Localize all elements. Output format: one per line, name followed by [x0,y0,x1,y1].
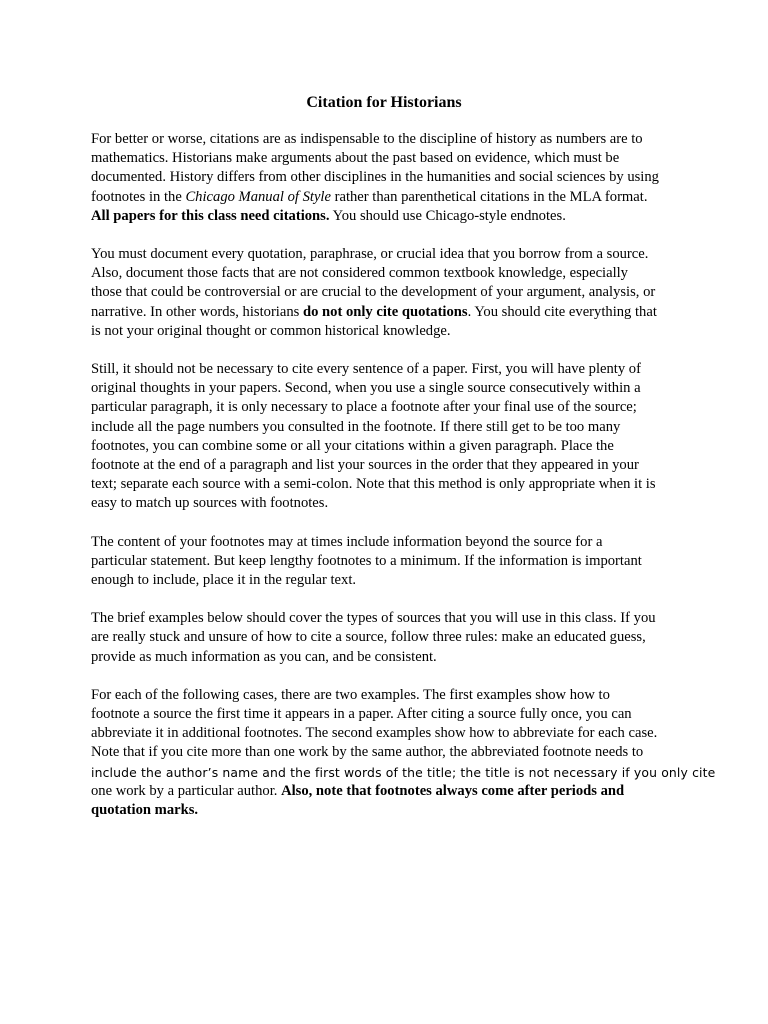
text-line: For better or worse, citations are as indispensable to the discipline of history as numbers are to [91,131,643,147]
text-line: You must document every quotation, paraphrase, or crucial idea that you borrow from a source. [91,246,649,263]
paragraph-2 [91,245,688,341]
text-line: documented. History differs from other disciplines in the humanities and social sciences by using [91,169,659,186]
text-line: is not your original thought or common historical knowledge. [91,322,451,339]
paragraph-5 [91,609,688,667]
text-line [91,188,688,207]
text-run: rather than parenthetical citations in the MLA format. [330,188,648,205]
text-line: easy to match up sources with footnotes. [91,495,329,512]
text-line: abbreviate it in additional footnotes. The second examples show how to abbreviate for each case. [91,725,658,742]
text-line: particular paragraph, it is only necessary to place a footnote after your final use of the source; [91,399,637,416]
text-line: The brief examples below should cover the types of sources that you will use in this class. If you [91,610,656,627]
text-line: footnote a source the first time it appears in a paper. After citing a source fully once, you can [91,706,632,723]
text-run: one work by a particular author. [91,782,282,799]
text-line: are really stuck and unsure of how to cite a source, follow three rules: make an educated guess, [91,629,646,646]
paragraph-4 [91,533,688,591]
text-line [91,207,688,226]
text-line: footnote at the end of a paragraph and list your sources in the order that they appeared in your [91,457,639,474]
text-line: original thoughts in your papers. Second, when you use a single source consecutively within a [91,380,641,397]
text-line: Note that if you cite more than one work by the same author, the abbreviated footnote needs to [91,744,644,761]
italic-title: Chicago Manual of Style [185,188,331,205]
text-line: For each of the following cases, there are two examples. The first examples show how to [91,686,610,703]
text-line: footnotes, you can combine some or all your citations within a given paragraph. Place the [91,437,614,454]
text-run: narrative. In other words, historians [91,303,303,320]
document-title: Citation for Historians [306,94,462,111]
text-line: provide as much information as you can, and be consistent. [91,648,437,665]
text-line: text; separate each source with a semi-colon. Note that this method is only appropriate when it is [91,476,656,493]
text-line: those that could be controversial or are crucial to the development of your argument, analysis, or [91,284,656,301]
text-line: Still, it should not be necessary to cite every sentence of a paper. First, you will have plenty of [91,361,641,378]
text-run: footnotes in the [91,188,186,205]
text-line: Also, document those facts that are not considered common textbook knowledge, especially [91,265,628,282]
text-run: . You should cite everything that [467,303,657,320]
paragraph-1 [91,130,688,226]
paragraph-3 [91,360,688,514]
text-line [91,782,688,801]
bold-statement: quotation marks. [91,802,199,819]
text-line: enough to include, place it in the regular text. [91,572,357,589]
text-line: The content of your footnotes may at times include information beyond the source for a [91,533,603,550]
paragraph-6 [91,686,716,820]
text-line: include the author’s name and the first words of the title; the title is not necessary if you only cite [91,764,716,780]
text-line: include all the page numbers you consulted in the footnote. If there still get to be too many [91,418,621,435]
bold-statement: All papers for this class need citations. [91,207,330,224]
text-line: particular statement. But keep lengthy footnotes to a minimum. If the information is important [91,552,642,569]
text-line [91,303,688,322]
bold-statement: Also, note that footnotes always come after periods and [281,782,625,799]
bold-statement: do not only cite quotations [302,303,468,320]
text-line: mathematics. Historians make arguments about the past based on evidence, which must be [91,150,620,167]
text-run: You should use Chicago-style endnotes. [329,207,566,224]
